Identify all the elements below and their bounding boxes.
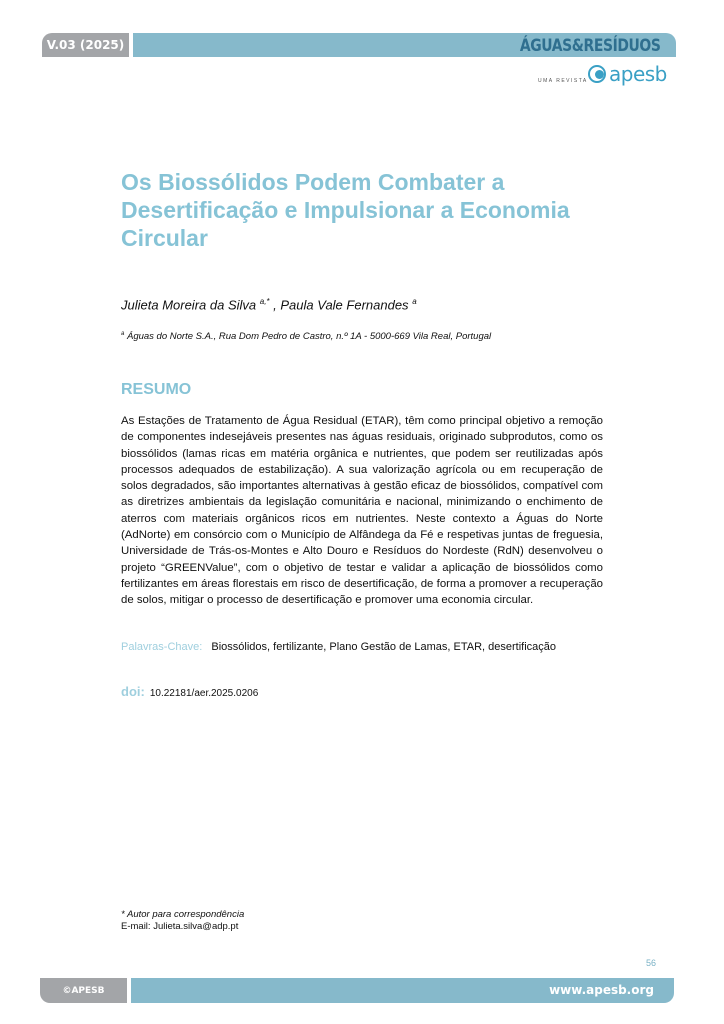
keywords-label: Palavras-Chave: (121, 641, 203, 653)
keywords-value: Biossólidos, fertilizante, Plano Gestão de Lamas, ETAR, desertificação (211, 641, 557, 653)
author-separator: , (269, 297, 281, 313)
keywords (121, 641, 556, 653)
author-affiliation-mark: a (412, 297, 417, 306)
journal-name: ÁGUAS&RESÍDUOS (519, 36, 660, 56)
author-affiliation-mark: a,* (259, 297, 270, 306)
correspondence (121, 909, 244, 933)
website-link[interactable]: www.apesb.org (549, 983, 654, 997)
correspondence-email[interactable]: E-mail: Julieta.silva@adp.pt (121, 921, 239, 932)
doi-label: doi: (121, 684, 145, 699)
doi (121, 684, 258, 699)
affiliation-text: Águas do Norte S.A., Rua Dom Pedro de Castro, n.º 1A - 5000-669 Vila Real, Portugal (126, 331, 492, 343)
publisher-name: apesb (609, 62, 667, 86)
affiliation (121, 331, 491, 342)
volume-tab (42, 33, 129, 57)
author-name: Paula Vale Fernandes (280, 297, 409, 313)
tagline: UMA REVISTA (538, 78, 588, 84)
abstract-body: As Estações de Tratamento de Água Residual (ETAR), têm como principal objetivo a remoção de componentes indesejáveis presentes nas águas residuais, originado subprodutos, como os biossólidos (lamas ricas em matéria orgânica e nutrientes, que podem ser reutilizadas após processos adequados de estabilização). A sua valorização agrícola ou em recuperação de solos degradados, são importantes alternativas à gestão eficaz de biossólidos, compatível com as diretrizes ambientais da legislação comunitária e nacional, minimizando o enchimento de aterros com materiais orgânicos ricos em nutrientes. Neste contexto a Águas do Norte (AdNorte) em consórcio com o Município de Alfândega da Fé e respetivas juntas de freguesia, Universidade de Trás-os-Montes e Alto Douro e Resíduos do Nordeste (RdN) desenvolveu o projeto “GREENValue”, com o objetivo de testar e validar a aplicação de biossólidos como fertilizantes em áreas florestais em risco de desertificação, de forma a promover a recuperação de solos, mitigar o processo de desertificação e promover uma economia circular. (121, 415, 603, 607)
doi-link[interactable]: 10.22181/aer.2025.0206 (149, 688, 259, 699)
author-name: Julieta Moreira da Silva (121, 297, 257, 313)
copyright-tab (40, 978, 127, 1003)
volume-label: V.03 (2025) (46, 38, 125, 52)
apesb-wave-logo-icon (588, 65, 606, 83)
author-list (121, 297, 417, 312)
publisher-logo (588, 64, 667, 84)
article-title: Os Biossólidos Podem Combater a Desertificação e Impulsionar a Economia Circular (121, 169, 570, 251)
abstract-heading: RESUMO (121, 381, 192, 398)
correspondence-label: * Autor para correspondência (121, 909, 245, 920)
page-number: 56 (646, 958, 657, 968)
copyright-label: ©APESB (62, 985, 105, 996)
affiliation-mark: a (121, 331, 125, 337)
